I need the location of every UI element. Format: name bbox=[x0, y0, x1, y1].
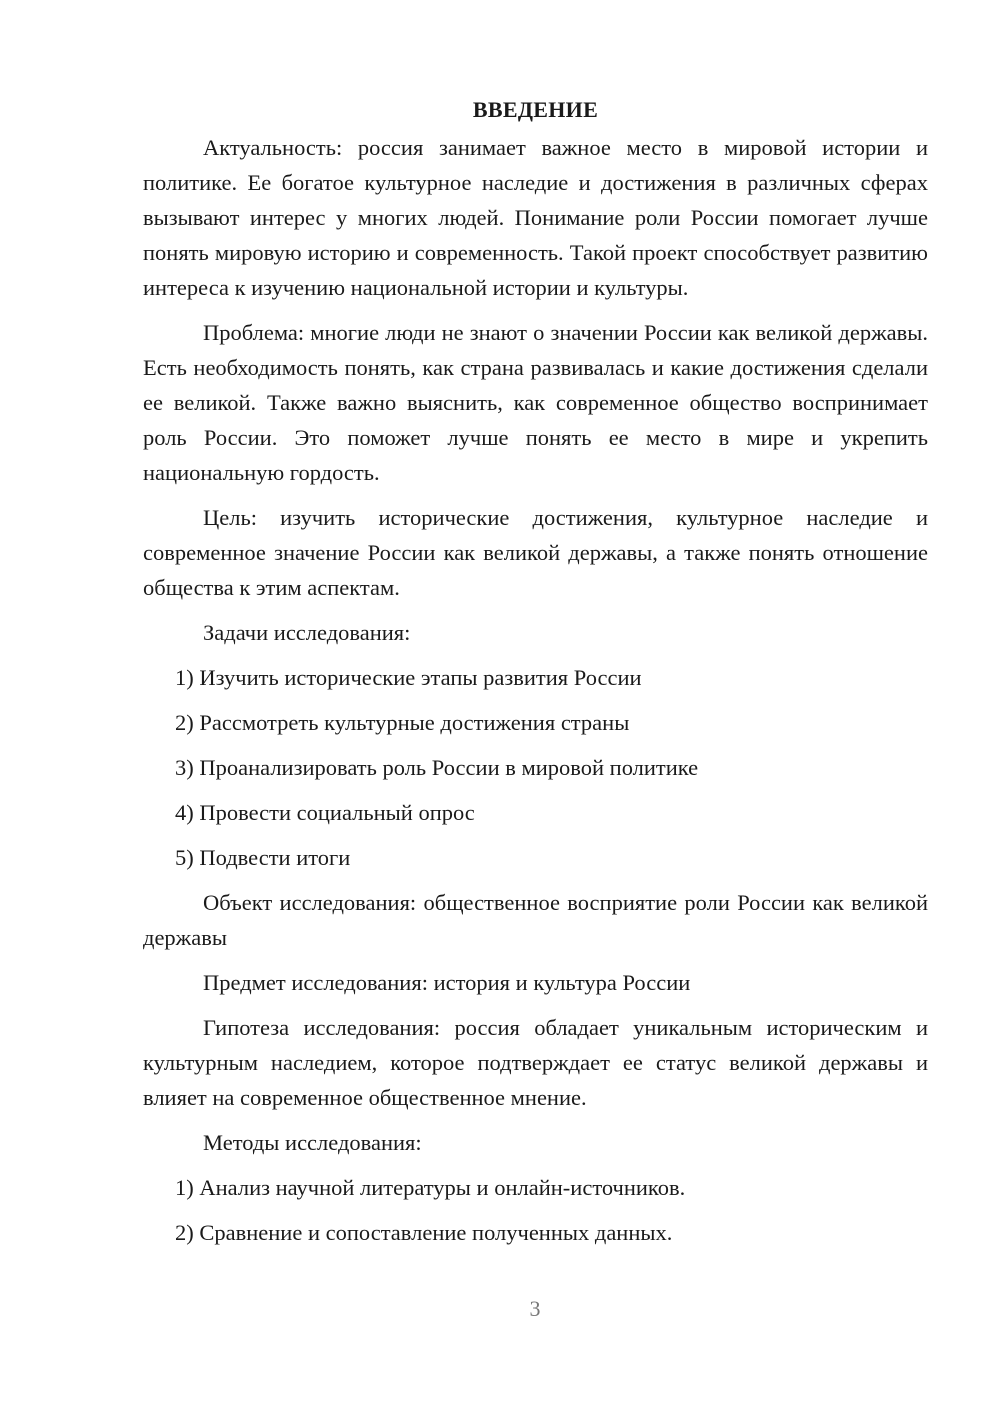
problem-paragraph: Проблема: многие люди не знают о значении России как великой державы. Есть необходимость понять, как страна развивалась и какие достижения сделали ее великой. Также важно выяснить, как современное общество воспринимает роль России. Это поможет лучше понять ее место в мире и укрепить национальную гордость. bbox=[143, 320, 928, 485]
list-item: 1) Изучить исторические этапы развития России bbox=[175, 665, 642, 690]
document-page bbox=[143, 92, 928, 1260]
page-title: ВВЕДЕНИЕ bbox=[472, 97, 599, 122]
hypothesis-paragraph: Гипотеза исследования: россия обладает уникальным историческим и культурным наследием, которое подтверждает ее статус великой державы и влияет на современное общественное мнение. bbox=[143, 1015, 928, 1110]
relevance-paragraph: Актуальность: россия занимает важное место в мировой истории и политике. Ее богатое культурное наследие и достижения в различных сферах вызывают интерес у многих людей. Понимание роли России помогает лучше понять мировую историю и современность. Такой проект способствует развитию интереса к изучению национальной истории и культуры. bbox=[143, 135, 928, 300]
subject-paragraph: Предмет исследования: история и культура России bbox=[203, 970, 691, 995]
goal-paragraph: Цель: изучить исторические достижения, культурное наследие и современное значение России как великой державы, а также понять отношение общества к этим аспектам. bbox=[143, 505, 928, 600]
list-item: 4) Провести социальный опрос bbox=[175, 800, 475, 825]
list-item: 3) Проанализировать роль России в мировой политике bbox=[175, 755, 699, 780]
methods-heading: Методы исследования: bbox=[203, 1130, 422, 1155]
list-item: 2) Рассмотреть культурные достижения страны bbox=[175, 710, 630, 735]
list-item: 1) Анализ научной литературы и онлайн-источников. bbox=[175, 1175, 686, 1200]
tasks-heading: Задачи исследования: bbox=[203, 620, 411, 645]
tasks-list bbox=[143, 660, 928, 875]
list-item: 5) Подвести итоги bbox=[175, 845, 351, 870]
methods-list bbox=[143, 1170, 928, 1250]
page-number: 3 bbox=[529, 1296, 541, 1321]
object-paragraph: Объект исследования: общественное восприятие роли России как великой державы bbox=[143, 890, 928, 950]
list-item: 2) Сравнение и сопоставление полученных данных. bbox=[175, 1220, 673, 1245]
